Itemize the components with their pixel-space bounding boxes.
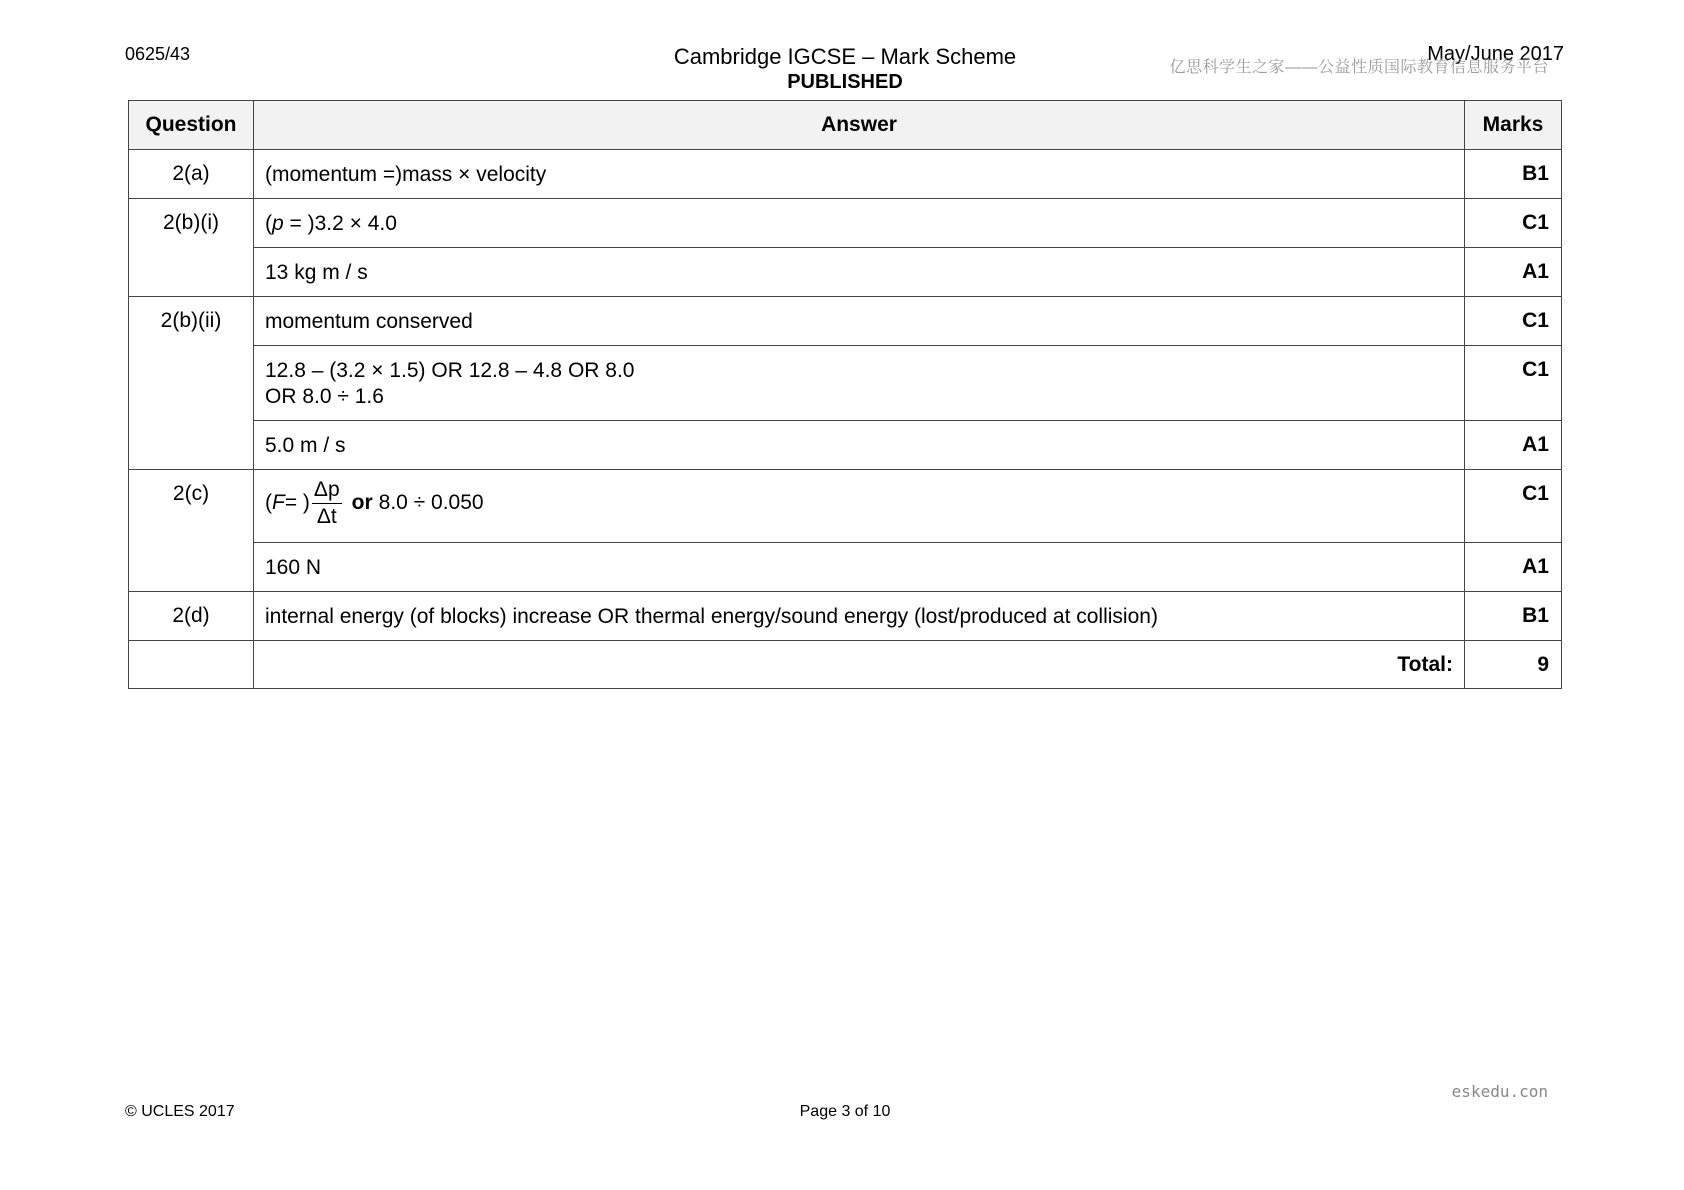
question-cell: 2(d) (129, 592, 254, 641)
fraction-numerator: Δp (312, 477, 342, 504)
question-cell: 2(b)(i) (129, 199, 254, 297)
answer-variable: F (272, 491, 285, 514)
table-row (129, 199, 1562, 248)
table-row (129, 248, 1562, 297)
page-number: Page 3 of 10 (799, 1103, 891, 1120)
answer-cell: (momentum =)mass × velocity (254, 150, 1465, 199)
column-header-answer: Answer (254, 101, 1465, 150)
answer-cell: momentum conserved (254, 297, 1465, 346)
table-row (129, 470, 1562, 543)
paper-code: 0625/43 (125, 44, 191, 64)
answer-prefix: ( (265, 212, 272, 235)
fraction (312, 477, 342, 530)
mark-cell: B1 (1465, 592, 1562, 641)
answer-line: OR 8.0 ÷ 1.6 (265, 385, 384, 408)
total-label: Total: (254, 641, 1465, 689)
answer-cell: 5.0 m / s (254, 421, 1465, 470)
exam-session: May/June 2017 (1427, 43, 1564, 65)
fraction-denominator: Δt (316, 504, 337, 528)
copyright-text: © UCLES 2017 (125, 1103, 235, 1120)
table-row (129, 592, 1562, 641)
column-header-marks: Marks (1465, 101, 1562, 150)
question-cell: 2(b)(ii) (129, 297, 254, 470)
mark-cell: A1 (1465, 421, 1562, 470)
or-word: or (351, 491, 373, 514)
equation-line (265, 474, 1454, 532)
table-row (129, 543, 1562, 592)
answer-cell (254, 470, 1465, 543)
mark-cell: B1 (1465, 150, 1562, 199)
column-header-question: Question (129, 101, 254, 150)
document-title: Cambridge IGCSE – Mark Scheme (673, 44, 1017, 69)
answer-cell: internal energy (of blocks) increase OR thermal energy/sound energy (lost/produced at collision) (254, 592, 1465, 641)
empty-cell (129, 641, 254, 689)
mark-scheme-table (128, 100, 1562, 689)
mark-cell: A1 (1465, 543, 1562, 592)
answer-variable: p (272, 212, 284, 235)
footer-stamp: eskedu.con (1451, 1082, 1548, 1101)
answer-prefix: ( (265, 491, 272, 514)
mark-cell: C1 (1465, 199, 1562, 248)
document-subtitle: PUBLISHED (787, 71, 903, 93)
question-cell: 2(a) (129, 150, 254, 199)
mark-cell: C1 (1465, 297, 1562, 346)
answer-rest: = )3.2 × 4.0 (283, 212, 397, 235)
table-header-row (129, 101, 1562, 150)
table-row (129, 421, 1562, 470)
mark-cell: C1 (1465, 346, 1562, 421)
answer-cell (254, 346, 1465, 421)
answer-line: 12.8 – (3.2 × 1.5) OR 12.8 – 4.8 OR 8.0 (265, 359, 635, 382)
mark-cell: C1 (1465, 470, 1562, 543)
watermark-text: 亿思科学生之家——公益性质国际教育信息服务平台 (1169, 59, 1549, 76)
answer-equals: = ) (284, 491, 310, 514)
total-value: 9 (1465, 641, 1562, 689)
table-row (129, 346, 1562, 421)
question-cell: 2(c) (129, 470, 254, 592)
mark-cell: A1 (1465, 248, 1562, 297)
answer-cell: 13 kg m / s (254, 248, 1465, 297)
total-row (129, 641, 1562, 689)
answer-alternative: 8.0 ÷ 0.050 (378, 491, 484, 514)
table-row (129, 150, 1562, 199)
answer-cell: 160 N (254, 543, 1465, 592)
table-row (129, 297, 1562, 346)
answer-cell (254, 199, 1465, 248)
